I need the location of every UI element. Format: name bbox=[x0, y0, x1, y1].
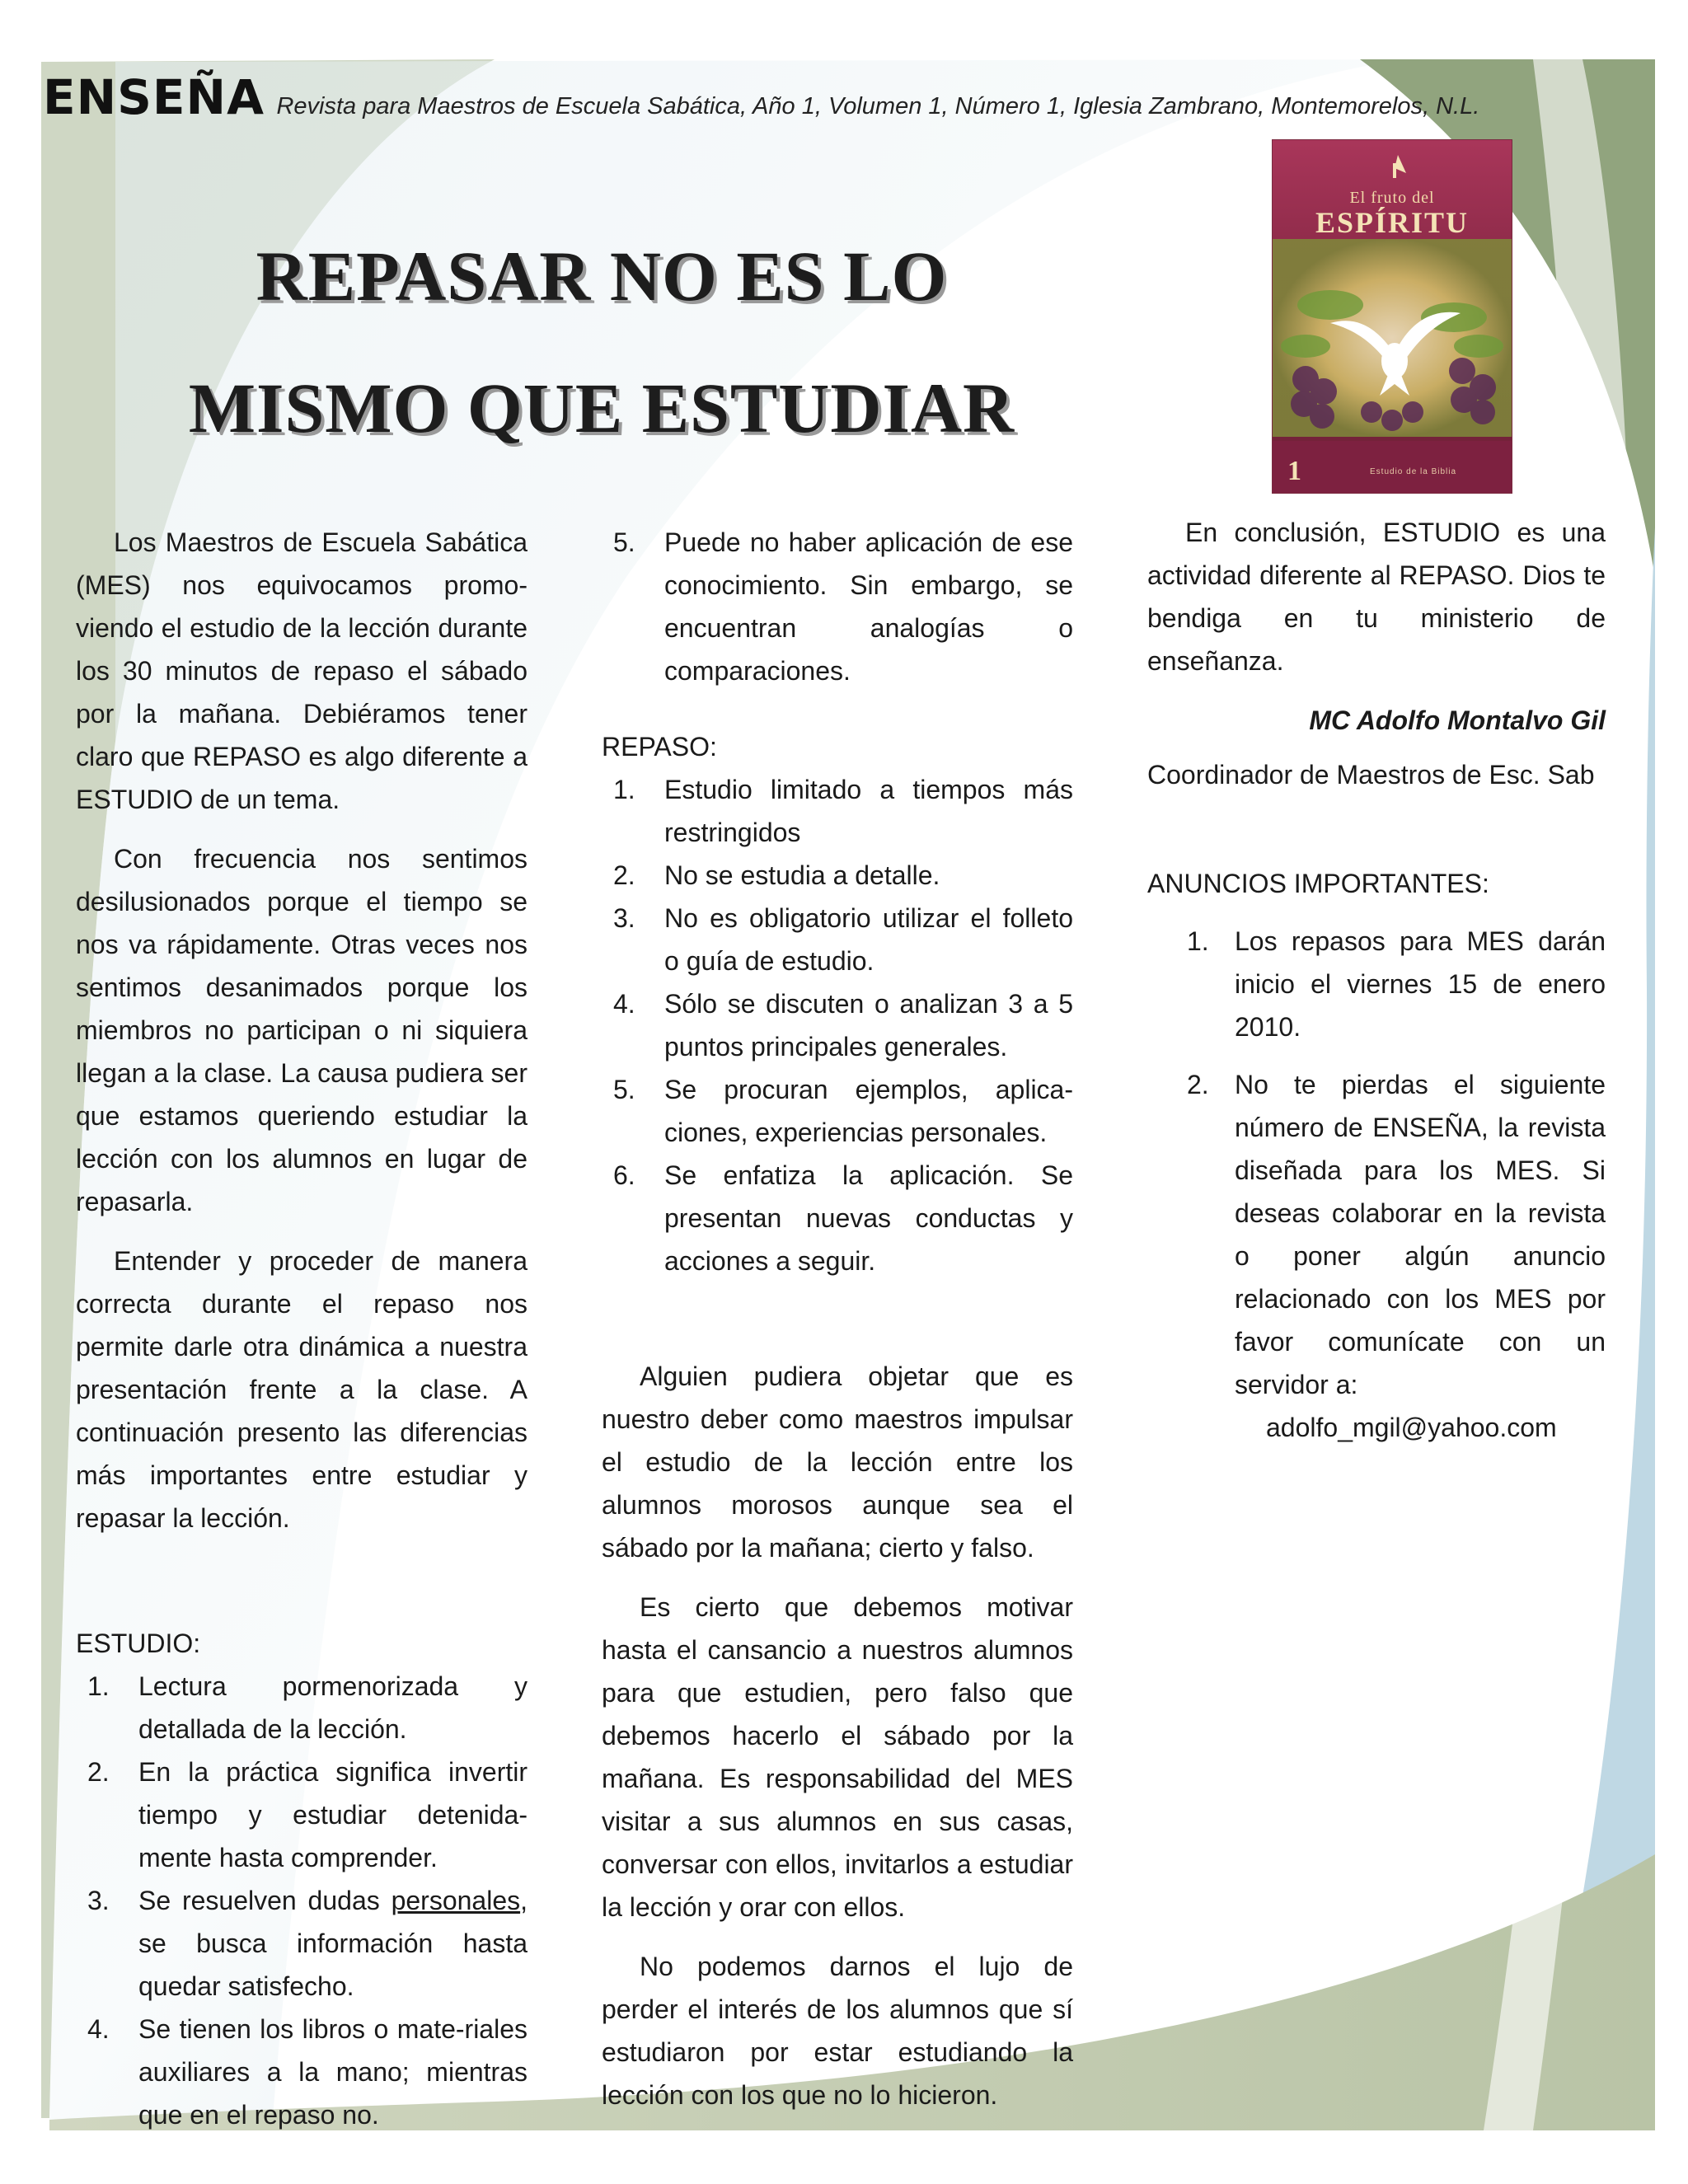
estudio-list bbox=[76, 1665, 528, 2136]
list-number: 2. bbox=[613, 860, 635, 890]
list-item bbox=[1147, 1063, 1606, 1406]
list-text: Los repasos para MES darán inicio el viernes 15 de enero 2010. bbox=[1235, 926, 1606, 1042]
list-item bbox=[602, 1154, 1073, 1282]
list-number: 1. bbox=[87, 1671, 110, 1701]
cover-number: 1 bbox=[1287, 456, 1301, 486]
list-item bbox=[602, 854, 1073, 897]
list-text: En la práctica significa invertir tiempo y estudiar detenida-mente hasta comprender. bbox=[138, 1757, 528, 1872]
list-number: 3. bbox=[613, 903, 635, 933]
cover-title-big: ESPÍRITU bbox=[1315, 206, 1470, 239]
list-number: 2. bbox=[1187, 1070, 1209, 1099]
list-text: Lectura pormenorizada y detallada de la lección. bbox=[138, 1671, 528, 1744]
announcements-list bbox=[1147, 920, 1606, 1406]
list-item bbox=[602, 521, 1073, 692]
repaso-list bbox=[602, 768, 1073, 1282]
list-item bbox=[76, 1879, 528, 2008]
paragraph: Alguien pudiera objetar que es nuestro deber como maestros impulsar el estudio de la lección entre los alumnos morosos aunque sea el sábado por la mañana; cierto y falso. bbox=[602, 1361, 1073, 1563]
column-3 bbox=[1147, 511, 1606, 1449]
section-heading-estudio: ESTUDIO: bbox=[76, 1629, 201, 1658]
list-text: Estudio limitado a tiempos más restringidos bbox=[664, 775, 1073, 847]
list-number: 5. bbox=[613, 527, 635, 557]
list-number: 5. bbox=[613, 1075, 635, 1104]
masthead bbox=[43, 69, 1609, 125]
list-text: No se estudia a detalle. bbox=[664, 860, 940, 890]
contact-email: adolfo_mgil@yahoo.com bbox=[1266, 1413, 1557, 1442]
underlined-word: personales bbox=[391, 1886, 521, 1915]
cover-title-small: El fruto del bbox=[1349, 189, 1435, 207]
headline-line-2: MISMO QUE ESTUDIAR bbox=[188, 368, 1015, 448]
list-text: Puede no haber aplicación de ese conocimiento. Sin embargo, se encuentran analogías o comparaciones. bbox=[664, 527, 1073, 686]
paragraph: Es cierto que debemos motivar hasta el cansancio a nuestros alumnos para que estudien, pero falso que debemos hacerlo el sábado por la mañana. Es responsabilidad del MES visitar a sus alumnos en sus casas, conversar con ellos, invitarlos a estudiar la lección y orar con ellos. bbox=[602, 1592, 1073, 1922]
list-item bbox=[76, 2008, 528, 2136]
list-item bbox=[76, 1750, 528, 1879]
list-item bbox=[602, 1068, 1073, 1154]
paragraph: Los Maestros de Escuela Sabática (MES) nos equivocamos promo-viendo el estudio de la lección durante los 30 minutos de repaso el sábado por la mañana. Debiéramos tener claro que REPASO es algo diferente a ESTUDIO de un tema. bbox=[76, 527, 528, 814]
article-headline bbox=[132, 210, 1071, 474]
list-text: Se resuelven dudas bbox=[138, 1886, 392, 1915]
list-text: , se busca información hasta quedar satisfecho. bbox=[138, 1886, 528, 2001]
list-text: Se enfatiza la aplicación. Se presentan nuevas conductas y acciones a seguir. bbox=[664, 1160, 1073, 1276]
list-item bbox=[602, 982, 1073, 1068]
paragraph: Entender y proceder de manera correcta durante el repaso nos permite darle otra dinámica a nuestra presentación frente a la clase. A continuación presento las diferencias más importantes entre estudiar y repasar la lección. bbox=[76, 1246, 528, 1533]
list-number: 4. bbox=[87, 2014, 110, 2044]
list-item bbox=[76, 1665, 528, 1750]
list-text: Sólo se discuten o analizan 3 a 5 puntos principales generales. bbox=[664, 989, 1073, 1062]
conclusion-paragraph: En conclusión, ESTUDIO es una actividad diferente al REPASO. Dios te bendiga en tu ministerio de enseñanza. bbox=[1147, 518, 1606, 676]
estudio-list-continued bbox=[602, 521, 1073, 692]
author-role: Coordinador de Maestros de Esc. Sab bbox=[1147, 760, 1595, 790]
magazine-title: ENSEÑA bbox=[43, 69, 265, 125]
paragraph: No podemos darnos el lujo de perder el interés de los alumnos que sí estudiaron por estar estudiando la lección con los que no lo hicieron. bbox=[602, 1952, 1073, 2110]
headline-line-1: REPASAR NO ES LO bbox=[256, 237, 948, 316]
list-number: 3. bbox=[87, 1886, 110, 1915]
author-name: MC Adolfo Montalvo Gil bbox=[1309, 705, 1606, 735]
list-number: 1. bbox=[613, 775, 635, 804]
cover-footer: Estudio de la Biblia bbox=[1370, 467, 1457, 476]
paragraph: Con frecuencia nos sentimos desilusionados porque el tiempo se nos va rápidamente. Otras veces nos sentimos desanimados porque los miembros no participan o ni siquiera llegan a la clase. La causa pudiera ser que estamos queriendo estudiar la lección con los alumnos en lugar de repasarla. bbox=[76, 844, 528, 1216]
list-number: 2. bbox=[87, 1757, 110, 1787]
column-1 bbox=[76, 521, 528, 2136]
list-item bbox=[602, 897, 1073, 982]
list-text: Se procuran ejemplos, aplica-ciones, experiencias personales. bbox=[664, 1075, 1073, 1147]
list-text: No es obligatorio utilizar el folleto o guía de estudio. bbox=[664, 903, 1073, 976]
column-2 bbox=[602, 521, 1073, 2133]
section-heading-repaso: REPASO: bbox=[602, 732, 717, 762]
section-heading-announcements: ANUNCIOS IMPORTANTES: bbox=[1147, 869, 1489, 898]
magazine-subtitle: Revista para Maestros de Escuela Sabática, Año 1, Volumen 1, Número 1, Iglesia Zambrano, Montemorelos, N.L. bbox=[276, 93, 1480, 120]
list-text: Se tienen los libros o mate-riales auxiliares a la mano; mientras que en el repaso no. bbox=[138, 2014, 528, 2130]
list-number: 1. bbox=[1187, 926, 1209, 956]
list-number: 4. bbox=[613, 989, 635, 1019]
list-text: No te pierdas el siguiente número de ENSEÑA, la revista diseñada para los MES. Si deseas colaborar en la revista o poner algún anuncio relacionado con los MES por favor comunícate con un servidor a: bbox=[1235, 1070, 1606, 1399]
list-item bbox=[1147, 920, 1606, 1048]
list-number: 6. bbox=[613, 1160, 635, 1190]
list-item bbox=[602, 768, 1073, 854]
book-cover-image bbox=[1273, 140, 1512, 493]
